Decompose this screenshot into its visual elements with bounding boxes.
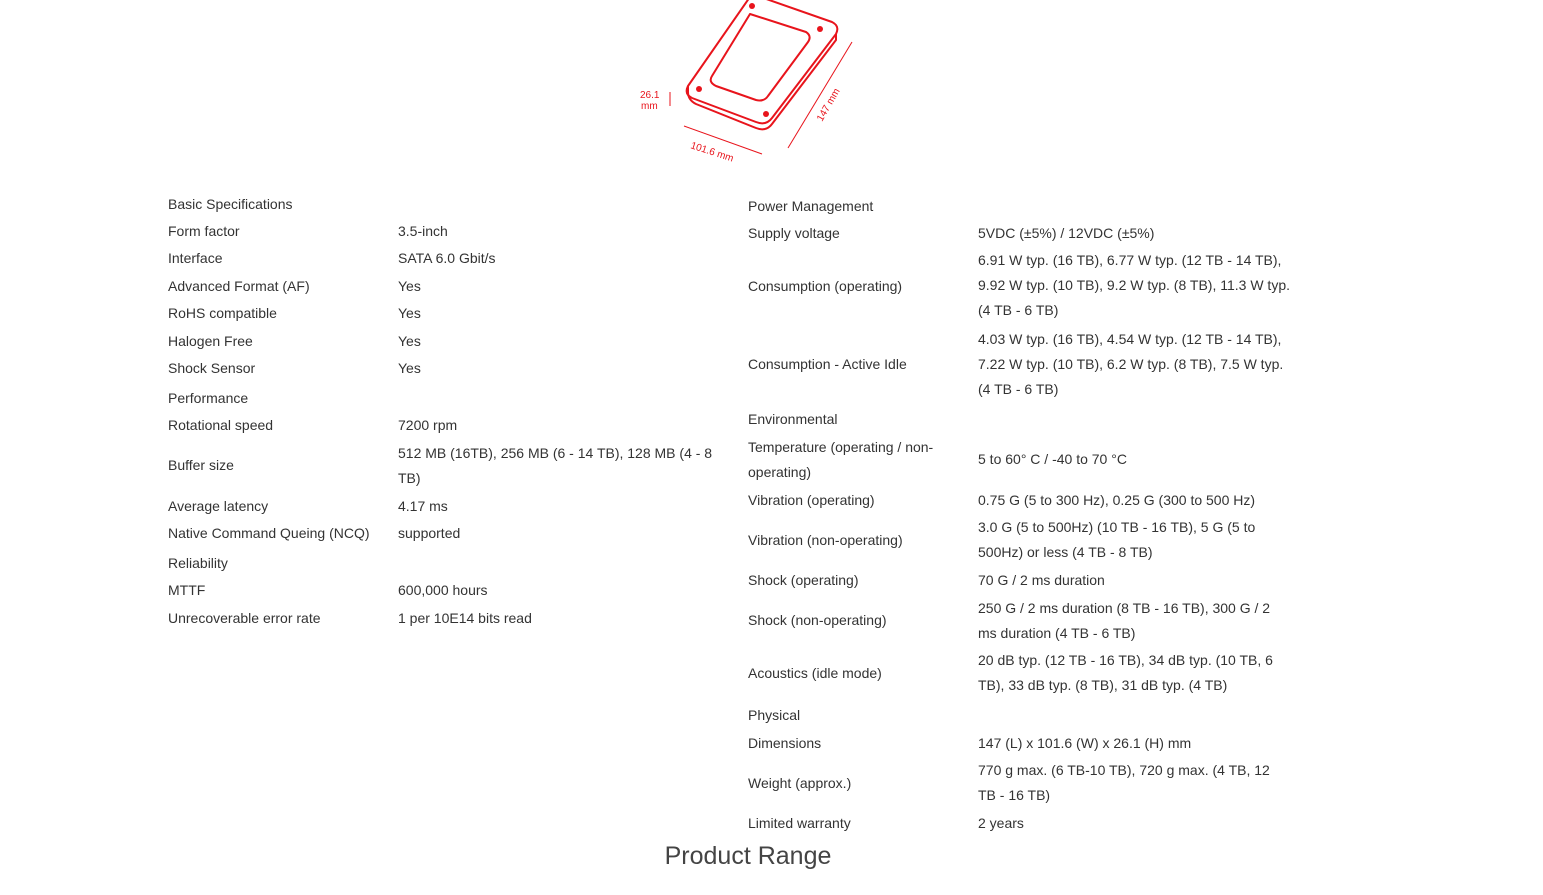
spec-value: 70 G / 2 ms duration [978, 572, 1105, 588]
spec-label: Rotational speed [168, 417, 274, 433]
spec-value: 4.03 W typ. (16 TB), 4.54 W typ. (12 TB - 14 TB), 7.22 W typ. (10 TB), 6.2 W typ. (8 TB), 7.5 W typ. (4 TB - 6 TB) [978, 331, 1284, 397]
spec-label: Shock Sensor [168, 360, 256, 376]
length-dimension-line [788, 42, 852, 148]
screw-hole [696, 86, 702, 92]
spec-value: 250 G / 2 ms duration (8 TB - 16 TB), 300 G / 2 ms duration (4 TB - 6 TB) [978, 600, 1271, 641]
section-title-environmental: Environmental [748, 411, 838, 427]
spec-label: Consumption (operating) [748, 278, 903, 294]
product-range-heading: Product Range [664, 842, 832, 870]
spec-value: 512 MB (16TB), 256 MB (6 - 14 TB), 128 MB (4 - 8 TB) [398, 445, 713, 486]
section-title-basic: Basic Specifications [168, 196, 293, 212]
spec-label: Advanced Format (AF) [168, 278, 310, 294]
screw-hole [817, 26, 823, 32]
spec-label: Unrecoverable error rate [168, 610, 321, 626]
length-label: 147 mm [815, 86, 843, 124]
spec-value: 147 (L) x 101.6 (W) x 26.1 (H) mm [978, 735, 1192, 751]
drive-dimension-diagram [630, 0, 870, 170]
spec-label: RoHS compatible [168, 305, 277, 321]
spec-label: Supply voltage [748, 225, 840, 241]
spec-value: 7200 rpm [398, 417, 458, 433]
height-unit-label: mm [641, 101, 658, 112]
screw-hole [749, 3, 755, 9]
spec-label: Consumption - Active Idle [748, 356, 907, 372]
spec-value: supported [398, 525, 461, 541]
spec-value: 1 per 10E14 bits read [398, 610, 532, 626]
spec-value: 770 g max. (6 TB-10 TB), 720 g max. (4 TB, 12 TB - 16 TB) [978, 762, 1270, 803]
section-title-physical: Physical [748, 707, 801, 723]
spec-value: 3.0 G (5 to 500Hz) (10 TB - 16 TB), 5 G (5 to 500Hz) or less (4 TB - 8 TB) [978, 519, 1256, 560]
spec-label: Interface [168, 250, 223, 266]
spec-label: Limited warranty [748, 815, 851, 831]
spec-label: Temperature (operating / non-operating) [748, 439, 934, 480]
spec-label: Average latency [168, 498, 269, 514]
spec-label: Halogen Free [168, 333, 253, 349]
spec-value: 5VDC (±5%) / 12VDC (±5%) [978, 225, 1155, 241]
spec-label: Vibration (non-operating) [748, 532, 903, 548]
spec-value: 2 years [978, 815, 1024, 831]
spec-label: Vibration (operating) [748, 492, 875, 508]
spec-label: Acoustics (idle mode) [748, 665, 882, 681]
spec-label: Shock (non-operating) [748, 612, 887, 628]
spec-value: SATA 6.0 Gbit/s [398, 250, 496, 266]
screw-hole [763, 111, 769, 117]
spec-value: 6.91 W typ. (16 TB), 6.77 W typ. (12 TB - 14 TB), 9.92 W typ. (10 TB), 9.2 W typ. (8 TB), 11.3 W typ. (4 TB - 6 TB) [978, 252, 1290, 318]
height-label: 26.1 [640, 90, 660, 101]
spec-label: MTTF [168, 582, 206, 598]
spec-label: Native Command Queing (NCQ) [168, 525, 370, 541]
spec-label: Dimensions [748, 735, 822, 751]
spec-label: Buffer size [168, 457, 234, 473]
spec-value: 5 to 60° C / -40 to 70 °C [978, 451, 1127, 467]
section-title-power: Power Management [748, 198, 874, 214]
width-label: 101.6 mm [689, 140, 735, 165]
spec-value: Yes [398, 278, 421, 294]
spec-value: 20 dB typ. (12 TB - 16 TB), 34 dB typ. (10 TB, 6 TB), 33 dB typ. (8 TB), 31 dB typ. (4 TB) [978, 652, 1273, 693]
spec-value: 600,000 hours [398, 582, 488, 598]
spec-label: Form factor [168, 223, 240, 239]
spec-value: 0.75 G (5 to 300 Hz), 0.25 G (300 to 500 Hz) [978, 492, 1256, 508]
spec-label: Shock (operating) [748, 572, 859, 588]
section-title-reliability: Reliability [168, 555, 228, 571]
spec-value: 4.17 ms [398, 498, 448, 514]
spec-value: Yes [398, 333, 421, 349]
spec-value: Yes [398, 360, 421, 376]
spec-value: Yes [398, 305, 421, 321]
spec-value: 3.5-inch [398, 223, 448, 239]
spec-label: Weight (approx.) [748, 775, 852, 791]
section-title-performance: Performance [168, 390, 249, 406]
